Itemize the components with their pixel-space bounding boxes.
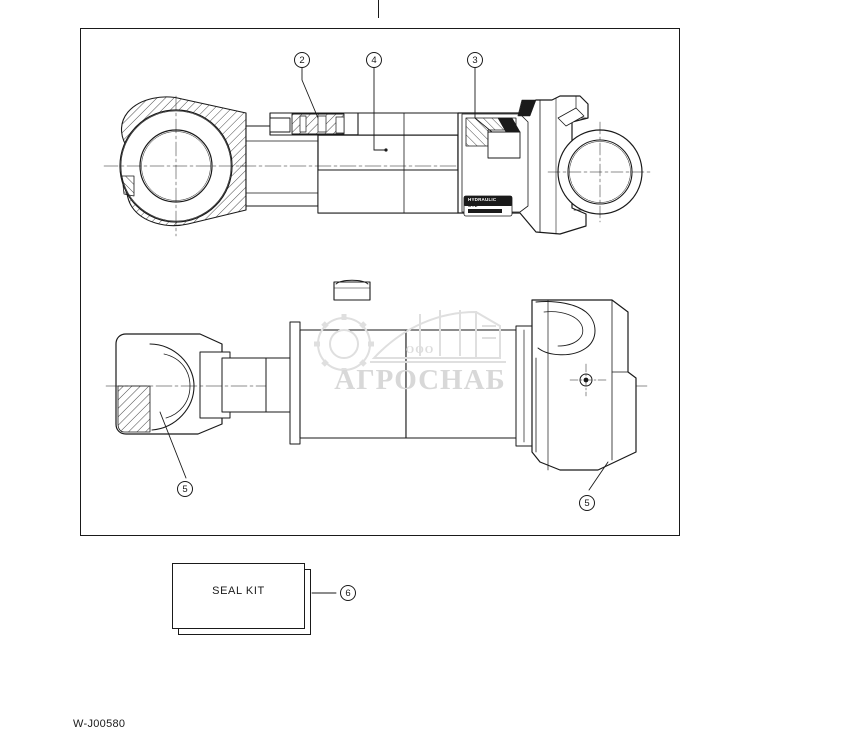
nameplate-line-1: HYDRAULIC [468, 197, 497, 202]
callout-5-left[interactable]: 5 [177, 481, 193, 497]
callout-5-right[interactable]: 5 [579, 495, 595, 511]
seal-kit-label: SEAL KIT [212, 585, 265, 597]
callout-4[interactable]: 4 [366, 52, 382, 68]
nameplate-line-2: CYL [468, 203, 478, 208]
callout-3[interactable]: 3 [467, 52, 483, 68]
callout-2[interactable]: 2 [294, 52, 310, 68]
sheet-code: W-J00580 [73, 718, 126, 730]
callout-6[interactable]: 6 [340, 585, 356, 601]
watermark-main-text: АГРОСНАБ [334, 364, 506, 396]
watermark-sub-text: ООО [405, 344, 435, 356]
